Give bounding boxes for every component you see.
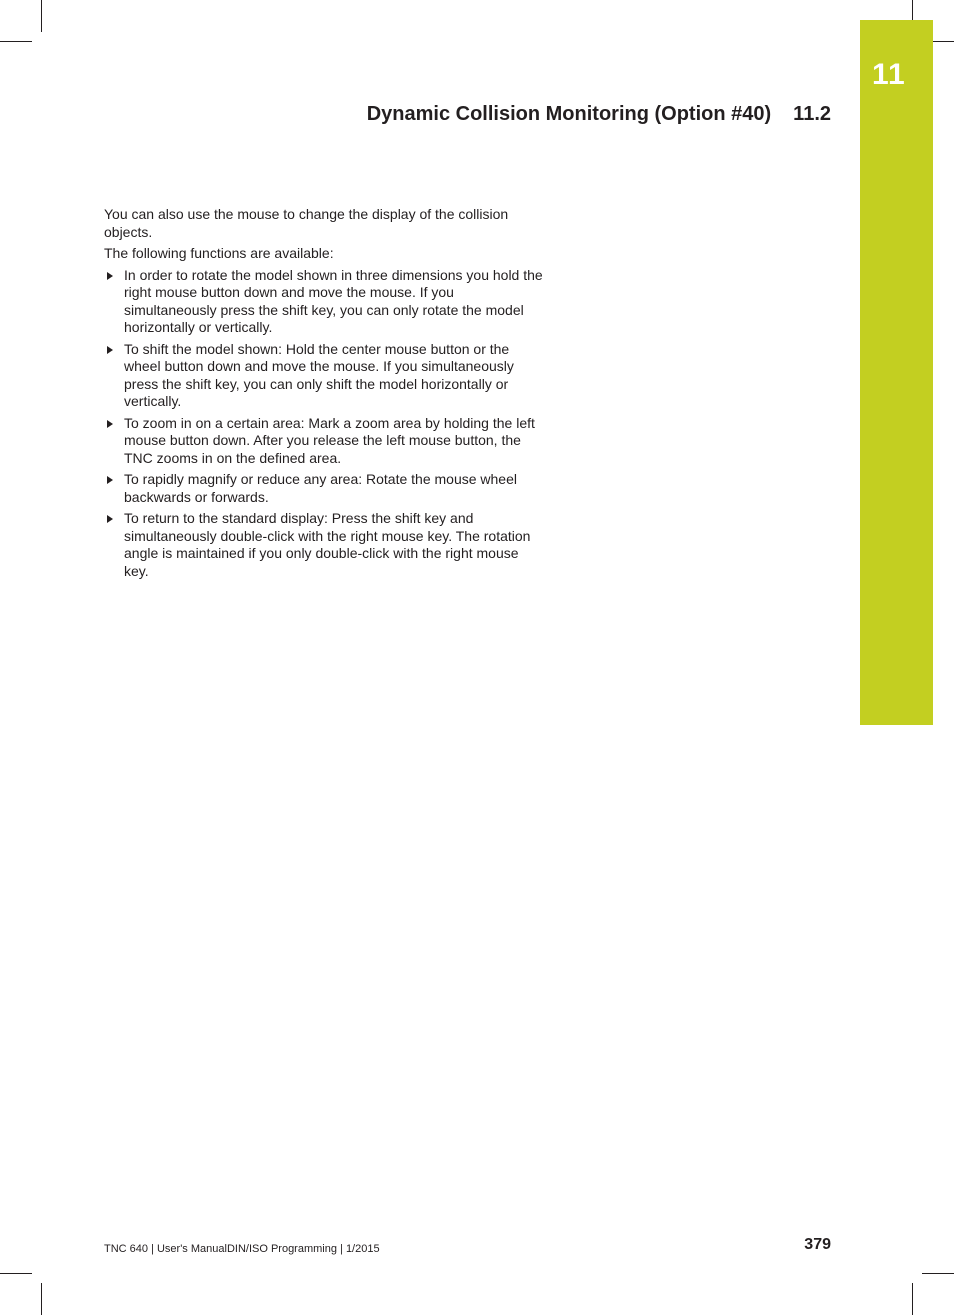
- list-item-text: To return to the standard display: Press the shift key and simultaneously double-click with the right mouse key. The rotation angle is maintained if you only double-click with the right mouse key.: [124, 510, 531, 579]
- lead-paragraph: The following functions are available:: [104, 245, 334, 261]
- list-item-text: To shift the model shown: Hold the center mouse button or the wheel button down and move the mouse. If you simultaneously press the shift key, you can only shift the model horizontally or vertically.: [124, 340, 514, 409]
- triangle-bullet-icon: [107, 272, 113, 280]
- crop-mark: [922, 1273, 954, 1274]
- crop-mark: [912, 1283, 913, 1315]
- list-item-text: To rapidly magnify or reduce any area: Rotate the mouse wheel backwards or forwards.: [124, 471, 517, 505]
- crop-mark: [0, 41, 32, 42]
- list-item: [104, 510, 544, 580]
- crop-mark: [41, 0, 42, 32]
- header-section-number: 11.2: [793, 103, 831, 125]
- header-title: Dynamic Collision Monitoring (Option #40): [366, 103, 772, 125]
- chapter-tab: [860, 20, 933, 725]
- crop-mark: [0, 1273, 32, 1274]
- list-item: [104, 341, 544, 411]
- triangle-bullet-icon: [107, 420, 113, 428]
- triangle-bullet-icon: [107, 346, 113, 354]
- crop-mark: [41, 1283, 42, 1315]
- triangle-bullet-icon: [107, 476, 113, 484]
- triangle-bullet-icon: [107, 515, 113, 523]
- page-number: 379: [804, 1236, 831, 1253]
- list-item: [104, 471, 544, 506]
- list-item-text: In order to rotate the model shown in three dimensions you hold the right mouse button down and move the mouse. If you simultaneously press the shift key, you can only rotate the model horizontally or vertically.: [124, 266, 543, 335]
- running-header: [367, 103, 831, 126]
- chapter-number: 11: [872, 58, 906, 91]
- list-item-text: To zoom in on a certain area: Mark a zoom area by holding the left mouse button down. After you release the left mouse button, the TNC zooms in on the defined area.: [124, 414, 535, 466]
- body-text: [104, 206, 544, 584]
- list-item: [104, 267, 544, 337]
- intro-paragraph: You can also use the mouse to change the display of the collision objects.: [104, 206, 509, 240]
- function-list: [104, 267, 544, 581]
- footer-text: TNC 640 | User's ManualDIN/ISO Programming | 1/2015: [104, 1243, 380, 1255]
- list-item: [104, 415, 544, 468]
